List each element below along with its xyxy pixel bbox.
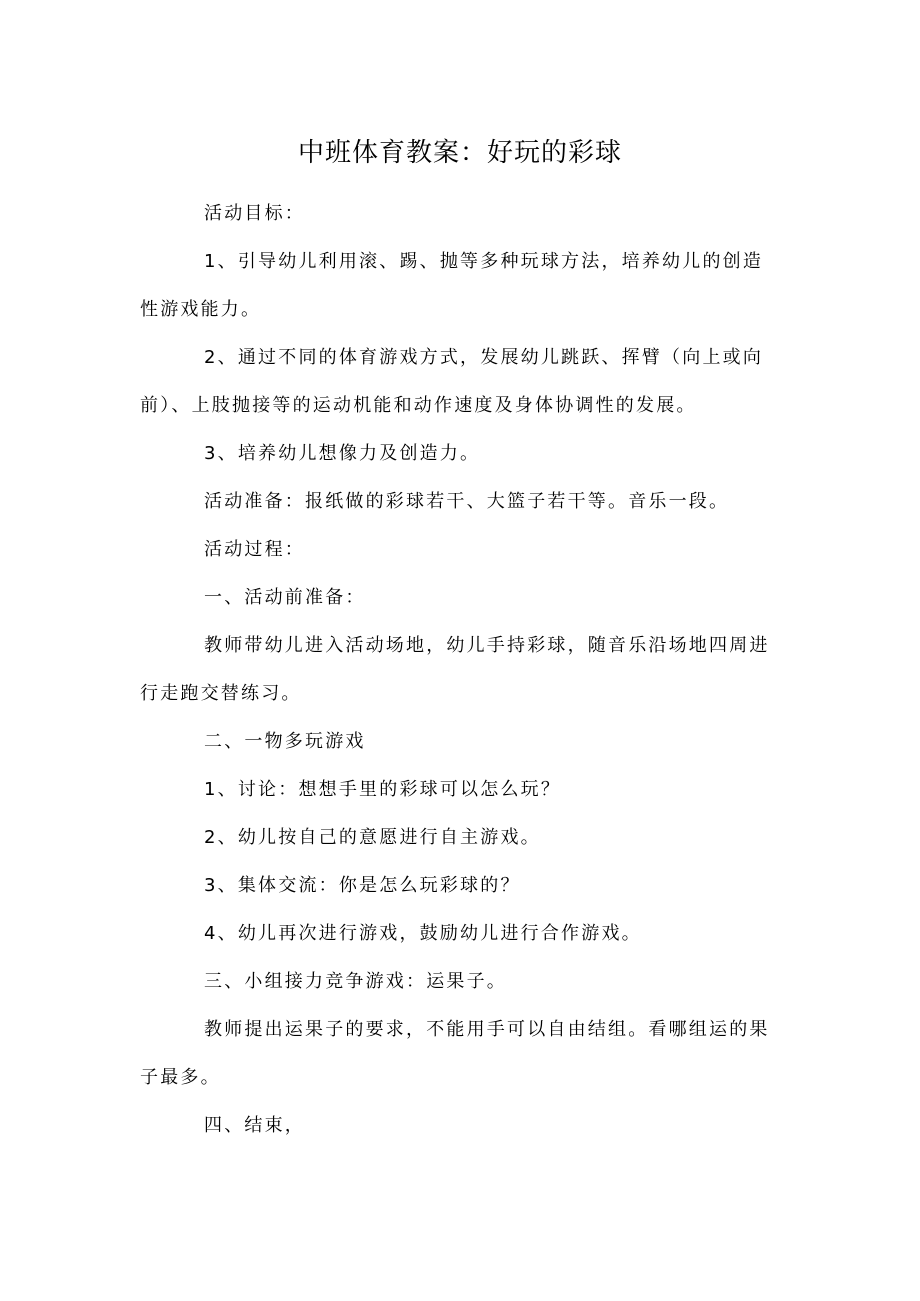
paragraph-section-2-item-4: 4、幼儿再次进行游戏，鼓励幼儿进行合作游戏。 <box>204 923 642 944</box>
paragraph-section-3-body: 教师提出运果子的要求，不能用手可以自由结组。看哪组运的果子最多。 <box>140 1019 770 1088</box>
paragraph-section-2-item-2: 2、幼儿按自己的意愿进行自主游戏。 <box>204 827 541 848</box>
paragraph-activity-process-heading: 活动过程： <box>204 539 305 560</box>
paragraph-section-1-heading: 一、活动前准备： <box>204 587 366 608</box>
paragraph-section-2-item-3: 3、集体交流：你是怎么玩彩球的？ <box>204 875 521 896</box>
paragraph-activity-goals-heading: 活动目标： <box>204 203 305 224</box>
paragraph-goal-2: 2、通过不同的体育游戏方式，发展幼儿跳跃、挥臂（向上或向前）、上肢抛接等的运动机能和动作速度及身体协调性的发展。 <box>140 347 764 416</box>
paragraph-goal-1: 1、引导幼儿利用滚、踢、抛等多种玩球方法，培养幼儿的创造性游戏能力。 <box>140 251 764 320</box>
paragraph-section-4-heading: 四、结束， <box>204 1115 305 1136</box>
paragraph-activity-preparation: 活动准备：报纸做的彩球若干、大篮子若干等。音乐一段。 <box>204 491 730 512</box>
document-title: 中班体育教案：好玩的彩球 <box>297 138 622 168</box>
paragraph-section-2-item-1: 1、讨论：想想手里的彩球可以怎么玩？ <box>204 779 562 800</box>
paragraph-goal-3: 3、培养幼儿想像力及创造力。 <box>204 443 481 464</box>
paragraph-section-2-heading: 二、一物多玩游戏 <box>204 731 366 752</box>
paragraph-section-1-body: 教师带幼儿进入活动场地，幼儿手持彩球，随音乐沿场地四周进行走跑交替练习。 <box>140 635 770 704</box>
paragraph-section-3-heading: 三、小组接力竞争游戏：运果子。 <box>204 971 507 992</box>
document-body <box>140 190 782 1150</box>
